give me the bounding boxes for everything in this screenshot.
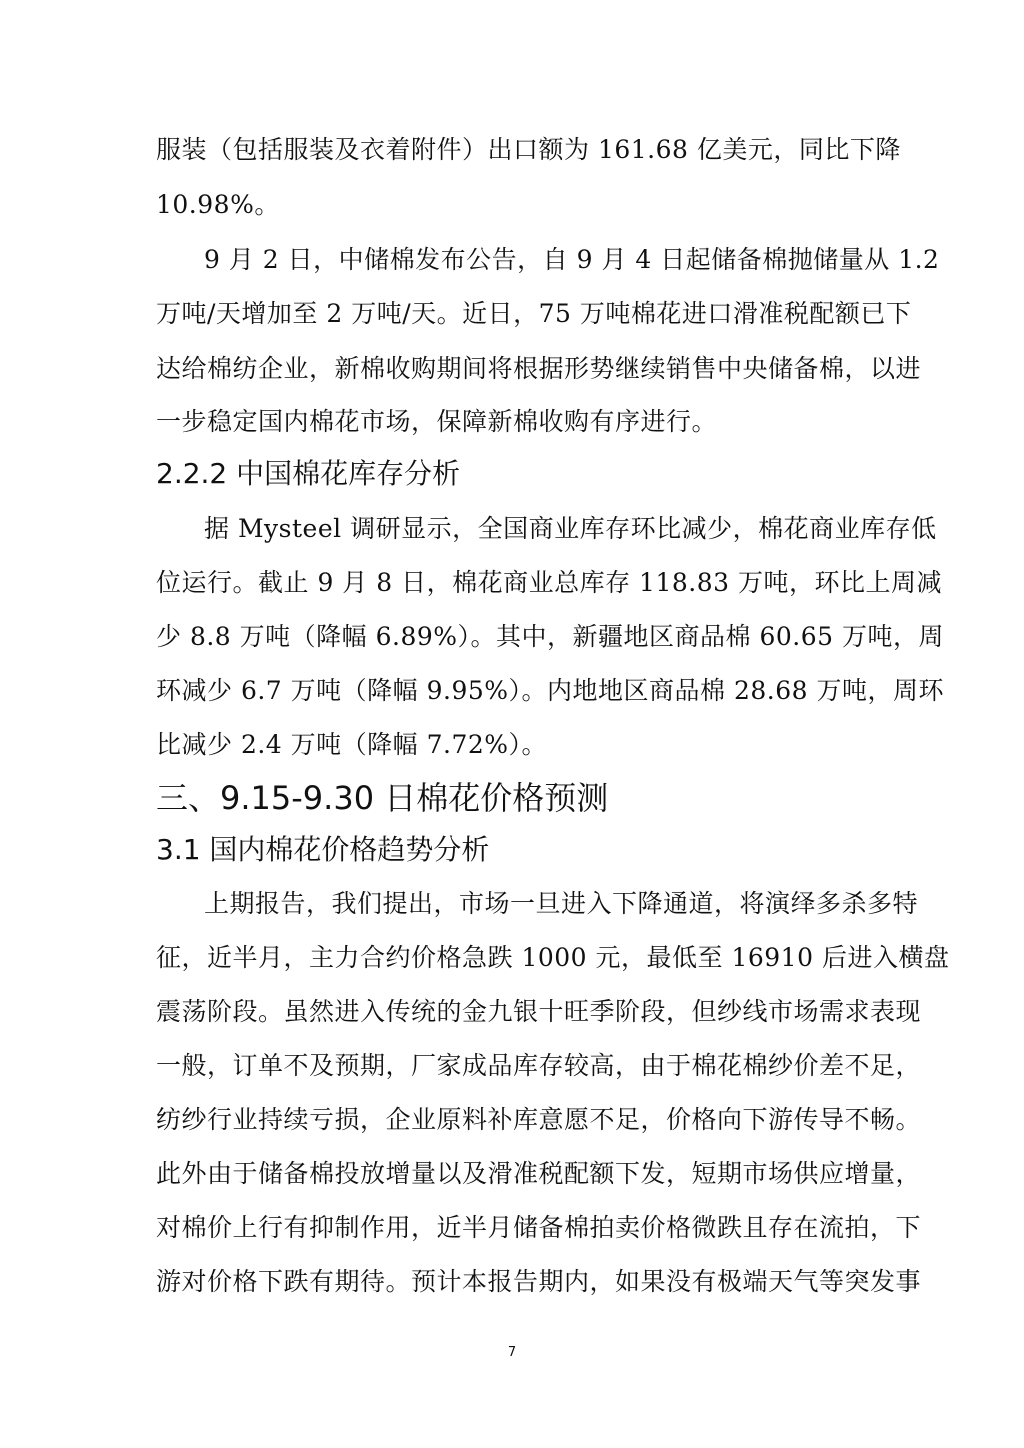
- section-heading-2-2-2: 2.2.2 中国棉花库存分析: [156, 457, 461, 490]
- section-heading-3: 三、9.15-9.30 日棉花价格预测: [156, 779, 609, 817]
- paragraph-line: 达给棉纺企业，新棉收购期间将根据形势继续销售中央储备棉，以进: [156, 354, 922, 383]
- paragraph-line: 此外由于储备棉投放增量以及滑准税配额下发，短期市场供应增量，: [156, 1159, 922, 1188]
- page-number: 7: [507, 1345, 517, 1360]
- paragraph-line: 纺纱行业持续亏损，企业原料补库意愿不足，价格向下游传导不畅。: [156, 1105, 922, 1134]
- paragraph-line: 震荡阶段。虽然进入传统的金九银十旺季阶段，但纱线市场需求表现: [156, 997, 922, 1026]
- paragraph-line: 位运行。截止 9 月 8 日，棉花商业总库存 118.83 万吨，环比上周减: [156, 568, 942, 597]
- paragraph-line: 10.98%。: [156, 190, 280, 219]
- paragraph-line: 一步稳定国内棉花市场，保障新棉收购有序进行。: [156, 407, 718, 436]
- paragraph-line: 游对价格下跌有期待。预计本报告期内，如果没有极端天气等突发事: [156, 1267, 922, 1296]
- paragraph-line: 据 Mysteel 调研显示，全国商业库存环比减少，棉花商业库存低: [204, 514, 937, 543]
- paragraph-line: 少 8.8 万吨（降幅 6.89%）。其中，新疆地区商品棉 60.65 万吨，周: [156, 622, 944, 651]
- paragraph-line: 服装（包括服装及衣着附件）出口额为 161.68 亿美元，同比下降: [156, 135, 901, 164]
- paragraph-line: 比减少 2.4 万吨（降幅 7.72%）。: [156, 730, 548, 759]
- paragraph-line: 9 月 2 日，中储棉发布公告，自 9 月 4 日起储备棉抛储量从 1.2: [204, 245, 940, 274]
- paragraph-line: 环减少 6.7 万吨（降幅 9.95%）。内地地区商品棉 28.68 万吨，周环: [156, 676, 944, 705]
- section-heading-3-1: 3.1 国内棉花价格趋势分析: [156, 833, 490, 866]
- paragraph-line: 万吨/天增加至 2 万吨/天。近日，75 万吨棉花进口滑准税配额已下: [156, 299, 912, 328]
- paragraph-line: 上期报告，我们提出，市场一旦进入下降通道，将演绎多杀多特: [204, 889, 919, 918]
- paragraph-line: 对棉价上行有抑制作用，近半月储备棉拍卖价格微跌且存在流拍，下: [156, 1213, 922, 1242]
- paragraph-line: 征，近半月，主力合约价格急跌 1000 元，最低至 16910 后进入横盘: [156, 943, 950, 972]
- paragraph-line: 一般，订单不及预期，厂家成品库存较高，由于棉花棉纱价差不足，: [156, 1051, 922, 1080]
